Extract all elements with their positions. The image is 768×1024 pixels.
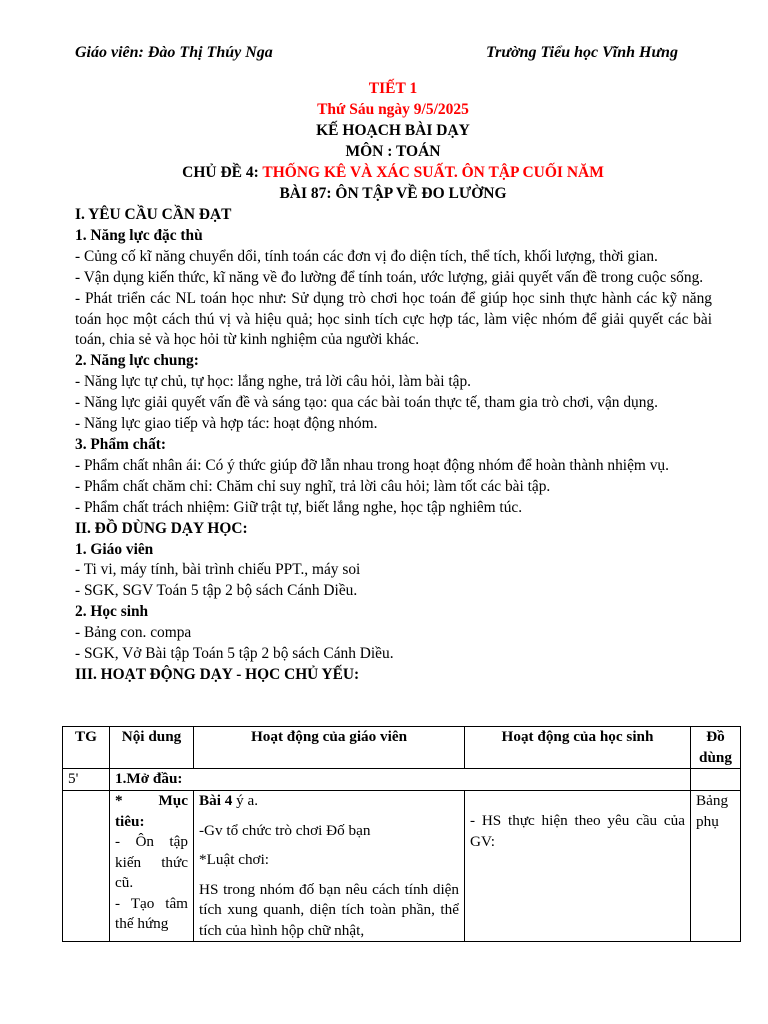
row-tools (691, 769, 741, 791)
col-header-content: Nội dung (110, 727, 194, 769)
teacher-step: *Luật chơi: (199, 851, 270, 868)
row-time (63, 791, 110, 942)
col-header-student: Hoạt động của học sinh (465, 727, 691, 769)
list-item: - Năng lực tự chủ, tự học: lắng nghe, trả lời câu hỏi, làm bài tập. (75, 373, 472, 391)
list-item: - Năng lực giải quyết vấn đề và sáng tạo: qua các bài toán thực tế, tham gia trò chơi, vận dụng. (75, 394, 658, 412)
list-item: - Ti vi, máy tính, bài trình chiếu PPT., máy soi (75, 561, 361, 579)
section1-sub3: 3. Phẩm chất: (75, 435, 167, 453)
list-item: - SGK, SGV Toán 5 tập 2 bộ sách Cánh Diều. (75, 582, 358, 600)
topic-title (62, 164, 724, 182)
row-teacher-activity (194, 791, 465, 942)
row-time: 5' (63, 769, 110, 791)
table-header-row (63, 727, 741, 769)
list-item: - Phẩm chất chăm chỉ: Chăm chỉ suy nghĩ, trả lời câu hỏi; làm tốt các bài tập. (75, 477, 551, 495)
plan-title: KẾ HOẠCH BÀI DẠY (316, 122, 470, 139)
row-content (110, 791, 194, 942)
list-item: - Vận dụng kiến thức, kĩ năng về đo lường để tính toán, ước lượng, giải quyết vấn đề trong cuộc sống. (75, 268, 704, 286)
exercise-number: Bài 4 (199, 792, 233, 809)
teacher-step: HS trong nhóm đố bạn nêu cách tính diện tích xung quanh, diện tích toàn phần, thể tích của hình hộp chữ nhật, (199, 880, 459, 939)
topic-prefix: CHỦ ĐỀ 4: (182, 164, 263, 181)
list-item: - Phẩm chất trách nhiệm: Giữ trật tự, biết lắng nghe, học tập nghiêm túc. (75, 498, 523, 516)
lesson-date: Thứ Sáu ngày 9/5/2025 (317, 101, 469, 118)
school-name: Trường Tiểu học Vĩnh Hưng (486, 44, 678, 61)
list-item: - Năng lực giao tiếp và hợp tác: hoạt động nhóm. (75, 415, 378, 433)
list-item: - SGK, Vở Bài tập Toán 5 tập 2 bộ sách Cánh Diều. (75, 645, 394, 663)
lesson-number: TIẾT 1 (368, 80, 418, 97)
list-item: - Bảng con. compa (75, 624, 192, 642)
list-item: - Phát triển các NL toán học như: Sử dụng trò chơi học toán để giúp học sinh thực hành các kỹ năng toán học một cách thú vị và hiệu quả; học sinh tích cực hợp tác, làm việc nhóm để giải quyết các bài toán, chia sẻ và học hỏi từ kinh nghiệm của người khác. (75, 289, 712, 349)
col-header-time: TG (63, 727, 110, 769)
row-student-activity: - HS thực hiện theo yêu cầu của GV: (465, 791, 691, 942)
lesson-body (75, 205, 712, 686)
section1-sub2: 2. Năng lực chung: (75, 352, 199, 370)
section1-heading: I. YÊU CẦU CẦN ĐẠT (75, 206, 232, 223)
activity-table (62, 726, 741, 942)
section2-sub2: 2. Học sinh (75, 603, 149, 621)
col-header-tools: Đồ dùng (691, 727, 741, 769)
row-section-title: 1.Mở đầu: (110, 769, 691, 791)
lesson-title: BÀI 87: ÔN TẬP VỀ ĐO LƯỜNG (279, 185, 507, 202)
exercise-part: ý a. (232, 792, 259, 809)
section2-heading: II. ĐỒ DÙNG DẠY HỌC: (75, 519, 248, 537)
exercise-label (199, 791, 459, 812)
teacher-name: Giáo viên: Đào Thị Thúy Nga (75, 44, 273, 61)
list-item: - Tạo tâm thế hứng (115, 894, 188, 932)
section2-sub1: 1. Giáo viên (75, 540, 154, 558)
list-item: - Phẩm chất nhân ái: Có ý thức giúp đỡ lẫn nhau trong hoạt động nhóm để hoàn thành nhiệm vụ. (75, 456, 669, 474)
content-title: * Mục tiêu: (115, 792, 188, 830)
row-tools: Bảng phụ (691, 791, 741, 942)
topic-name: THỐNG KÊ VÀ XÁC SUẤT. ÔN TẬP CUỐI NĂM (262, 164, 604, 181)
table-row (63, 769, 741, 791)
col-header-teacher: Hoạt động của giáo viên (194, 727, 465, 769)
teacher-step: -Gv tổ chức trò chơi Đố bạn (199, 821, 371, 839)
section3-heading: III. HOẠT ĐỘNG DẠY - HỌC CHỦ YẾU: (75, 665, 360, 683)
subject-title: MÔN : TOÁN (345, 143, 441, 160)
table-row (63, 791, 741, 942)
section1-sub1: 1. Năng lực đặc thù (75, 226, 203, 244)
list-item: - Ôn tập kiến thức cũ. (115, 833, 188, 891)
list-item: - Củng cố kĩ năng chuyển dổi, tính toán các đơn vị đo diện tích, thể tích, khối lượng, thời gian. (75, 247, 658, 265)
